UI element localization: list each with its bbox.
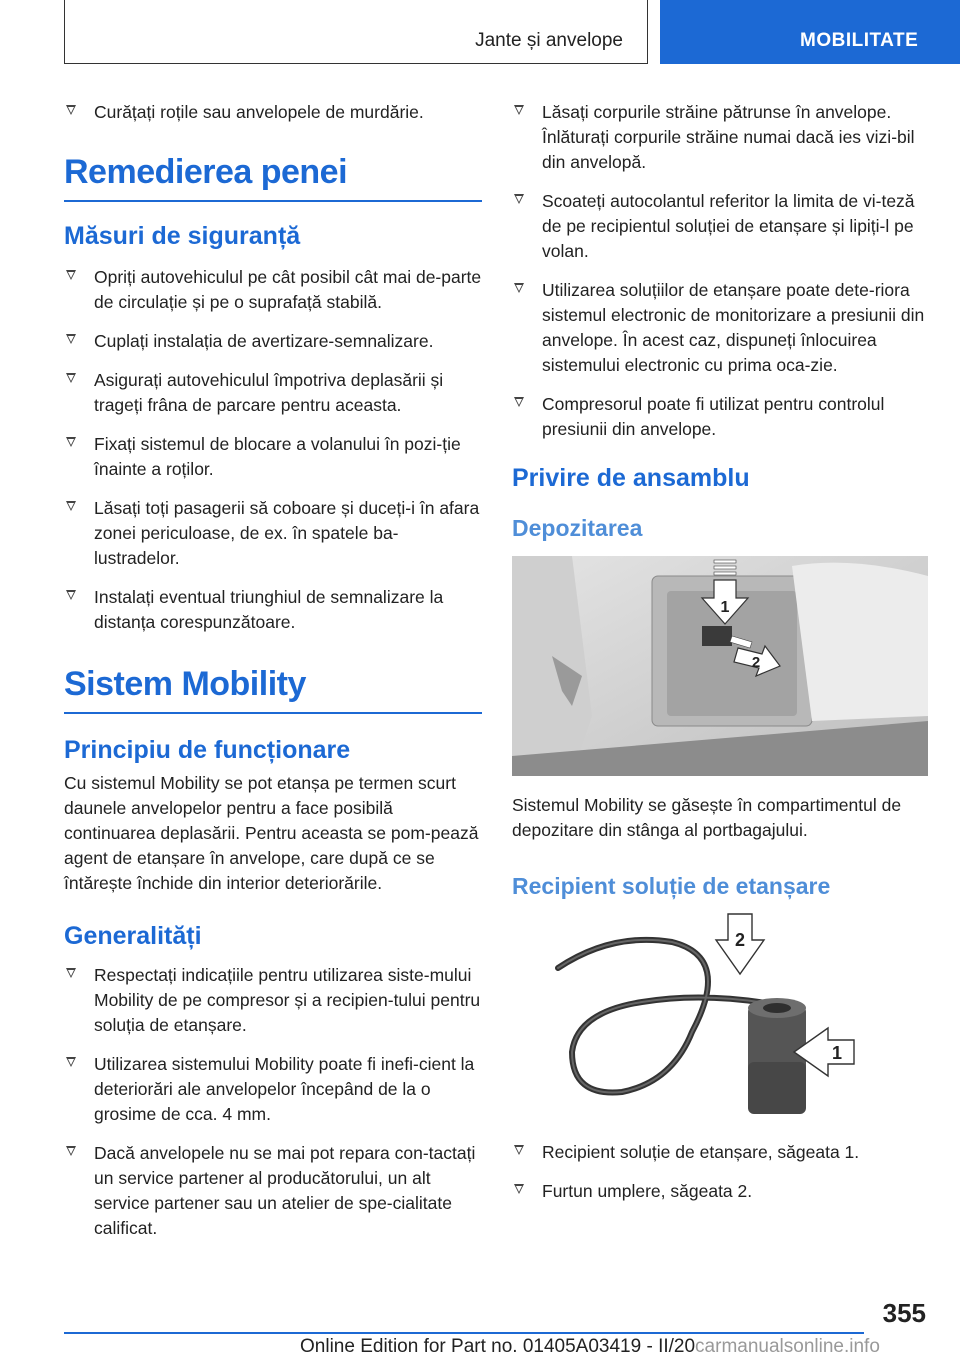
- triangle-bullet-icon: [66, 437, 76, 447]
- heading-mobility: Sistem Mobility: [64, 665, 482, 714]
- triangle-bullet-icon: [514, 105, 524, 115]
- list-item: Compresorul poate fi utilizat pentru controlul presiunii din anvelope.: [512, 392, 930, 442]
- heading-container: Recipient soluție de etanșare: [512, 873, 831, 899]
- principle-paragraph: Cu sistemul Mobility se pot etanșa pe termen scurt daunele anvelopelor pentru a face posibilă continuarea deplasării. Pentru aceasta se pom-pează agent de etanșare în anvelope, care după ce se întărește închide din interior deteriorările.: [64, 773, 479, 893]
- list-item: Recipient soluție de etanșare, săgeata 1.: [512, 1140, 930, 1165]
- list-item: Utilizarea soluțiilor de etanșare poate dete-riora sistemul electronic de monitorizare a presiunii din anvelope. În acest caz, dispuneți înlocuirea sistemului electronic cu prima oca-zie.: [512, 278, 930, 378]
- list-item: Fixați sistemul de blocare a volanului în pozi-ție înainte a roților.: [64, 432, 482, 482]
- triangle-bullet-icon: [514, 397, 524, 407]
- heading-general: Generalități: [64, 922, 202, 950]
- safety-list: [64, 265, 482, 635]
- triangle-bullet-icon: [66, 968, 76, 978]
- list-item: Lăsați toți pasagerii să coboare și duceți-i în afara zonei periculoase, de ex. în spatele ba-lustradelor.: [64, 496, 482, 571]
- chapter-tab[interactable]: [660, 0, 960, 64]
- list-item: Curățați roțile sau anvelopele de murdărie.: [64, 100, 482, 125]
- list-item: Instalați eventual triunghiul de semnalizare la distanța corespunzătoare.: [64, 585, 482, 635]
- triangle-bullet-icon: [66, 1146, 76, 1156]
- list-item: Utilizarea sistemului Mobility poate fi inefi-cient la deteriorări ale anvelopelor începând de la o grosime de cca. 4 mm.: [64, 1052, 482, 1127]
- watermark-text: carmanualsonline.info: [695, 1336, 880, 1357]
- list-item: Dacă anvelopele nu se mai pot repara con-tactați un service partener al producătorului, un alt service partener sau un atelier de spe-cialitate calificat.: [64, 1141, 482, 1241]
- heading-safety: Măsuri de siguranță: [64, 222, 301, 250]
- list-item: Lăsați corpurile străine pătrunse în anvelope. Înlăturați corpurile străine numai dacă ies vizi-bil din anvelopă.: [512, 100, 930, 175]
- chapter-tab-label: MOBILITATE: [800, 30, 919, 51]
- arrow-2-label: 2: [734, 930, 746, 950]
- list-item: Scoateți autocolantul referitor la limita de vi-teză de pe recipientul soluției de etanșare și lipiți-l pe volan.: [512, 189, 930, 264]
- arrow-2-icon: [716, 914, 764, 974]
- triangle-bullet-icon: [514, 283, 524, 293]
- triangle-bullet-icon: [66, 1057, 76, 1067]
- storage-compartment-photo: [512, 556, 928, 776]
- triangle-bullet-icon: [66, 373, 76, 383]
- triangle-bullet-icon: [66, 590, 76, 600]
- heading-principle: Principiu de funcționare: [64, 736, 351, 764]
- general-list: [64, 963, 482, 1241]
- triangle-bullet-icon: [514, 1145, 524, 1155]
- triangle-bullet-icon: [66, 270, 76, 280]
- right-column: [512, 100, 930, 1218]
- header-frame: [64, 0, 648, 64]
- container-list: [512, 1140, 930, 1204]
- triangle-bullet-icon: [514, 194, 524, 204]
- triangle-bullet-icon: [66, 105, 76, 115]
- arrow-1-label: 1: [720, 599, 730, 616]
- arrow-2-label: 2: [751, 654, 761, 671]
- list-item: Respectați indicațiile pentru utilizarea siste-mului Mobility de pe compresor și a recipien-tului pentru soluția de etanșare.: [64, 963, 482, 1038]
- arrow-1-label: 1: [831, 1043, 843, 1063]
- intro-list: [64, 100, 482, 125]
- heading-storage: Depozitarea: [512, 515, 643, 541]
- heading-remedy: Remedierea penei: [64, 153, 482, 202]
- storage-paragraph: Sistemul Mobility se găsește în compartimentul de depozitare din stânga al portbagajului.: [512, 795, 902, 840]
- list-item: Opriți autovehiculul pe cât posibil cât mai de-parte de circulație și pe o suprafață stabilă.: [64, 265, 482, 315]
- sealant-container-illustration: [552, 912, 872, 1122]
- footer-divider: [64, 1332, 864, 1334]
- list-item: Furtun umplere, săgeata 2.: [512, 1179, 930, 1204]
- triangle-bullet-icon: [66, 501, 76, 511]
- triangle-bullet-icon: [514, 1184, 524, 1194]
- left-column: [64, 100, 482, 1255]
- page-number: 355: [882, 1298, 926, 1328]
- foreign-objects-list: [512, 100, 930, 442]
- list-item: Asigurați autovehiculul împotriva deplasării și trageți frâna de parcare pentru aceasta.: [64, 368, 482, 418]
- footer-edition: [300, 1336, 880, 1358]
- edition-text: Online Edition for Part no. 01405A03419 - II/20: [300, 1336, 696, 1357]
- triangle-bullet-icon: [66, 334, 76, 344]
- list-item: Cuplați instalația de avertizare-semnalizare.: [64, 329, 482, 354]
- section-title: Jante și anvelope: [475, 30, 623, 51]
- heading-overview: Privire de ansamblu: [512, 464, 750, 492]
